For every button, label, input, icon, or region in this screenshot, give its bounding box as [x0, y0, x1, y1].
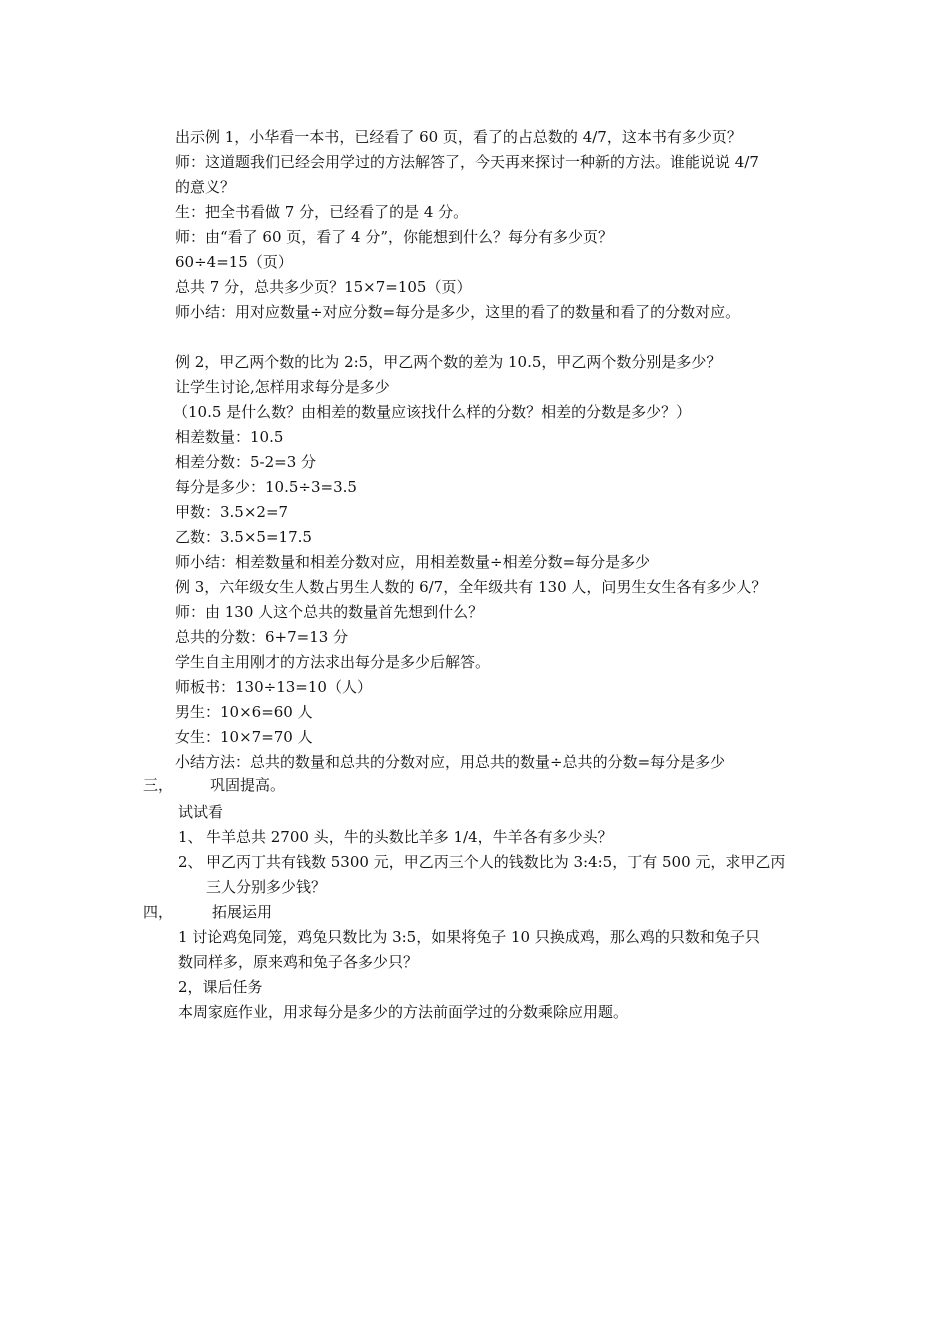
example1-teacher-question-cont: 的意义？ [175, 178, 236, 196]
example1-student-answer: 生：把全书看做 7 分，已经看了的是 4 分。 [175, 203, 469, 221]
exercise-1-number: 1、 [178, 828, 203, 846]
section4-title: 拓展运用 [212, 903, 273, 921]
example3-self-study: 学生自主用刚才的方法求出每分是多少后解答。 [175, 653, 491, 671]
example3-total-parts: 总共的分数：6+7=13 分 [175, 628, 349, 646]
exercise-2-text-cont: 三人分别多少钱？ [206, 878, 327, 896]
section4-item-2: 2，课后任务 [178, 978, 263, 996]
example3-method: 小结方法：总共的数量和总共的分数对应，用总共的数量÷总共的分数=每分是多少 [175, 753, 726, 771]
section4-number: 四， [143, 903, 174, 921]
example1-title: 出示例 1，小华看一本书，已经看了 60 页，看了的占总数的 4/7，这本书有多少页？ [175, 128, 742, 146]
section4-item-1: 1 讨论鸡兔同笼，鸡兔只数比为 3:5，如果将兔子 10 只换成鸡，那么鸡的只数和兔子只 [178, 928, 760, 946]
example1-calc-1: 60÷4=15（页） [175, 253, 293, 271]
example1-summary: 师小结：用对应数量÷对应分数=每分是多少，这里的看了的数量和看了的分数对应。 [175, 303, 741, 321]
example2-title: 例 2，甲乙两个数的比为 2:5，甲乙两个数的差为 10.5，甲乙两个数分别是多少？ [175, 353, 722, 371]
section4-item-1-cont: 数同样多，原来鸡和兔子各多少只？ [178, 953, 419, 971]
example2-diff-parts: 相差分数：5-2=3 分 [175, 453, 317, 471]
example2-diff-quantity: 相差数量：10.5 [175, 428, 284, 446]
example2-question: （10.5 是什么数？由相差的数量应该找什么样的分数？相差的分数是多少？） [173, 403, 692, 421]
example1-calc-2: 总共 7 分，总共多少页？15×7=105（页） [175, 278, 472, 296]
example1-teacher-question: 师：这道题我们已经会用学过的方法解答了，今天再来探讨一种新的方法。谁能说说 4/7 [175, 153, 759, 171]
exercise-1-text: 牛羊总共 2700 头，牛的头数比羊多 1/4，牛羊各有多少头？ [206, 828, 613, 846]
example2-per-part: 每分是多少：10.5÷3=3.5 [175, 478, 357, 496]
example3-boys: 男生：10×6=60 人 [175, 703, 313, 721]
example2-discuss: 让学生讨论,怎样用求每分是多少 [175, 378, 390, 396]
example1-teacher-question-2: 师：由“看了 60 页，看了 4 分”，你能想到什么？每分有多少页？ [175, 228, 614, 246]
section4-homework: 本周家庭作业，用求每分是多少的方法前面学过的分数乘除应用题。 [178, 1003, 629, 1021]
example2-summary: 师小结：相差数量和相差分数对应，用相差数量÷相差分数=每分是多少 [175, 553, 651, 571]
example3-teacher-question: 师：由 130 人这个总共的数量首先想到什么？ [175, 603, 484, 621]
exercise-2-number: 2、 [178, 853, 203, 871]
section3-title: 巩固提高。 [210, 776, 286, 794]
section3-try-label: 试试看 [178, 803, 224, 821]
section3-number: 三， [143, 776, 174, 794]
example3-title: 例 3，六年级女生人数占男生人数的 6/7，全年级共有 130 人，问男生女生各有多少人？ [175, 578, 767, 596]
example2-jia: 甲数：3.5×2=7 [175, 503, 289, 521]
example2-yi: 乙数：3.5×5=17.5 [175, 528, 312, 546]
example3-girls: 女生：10×7=70 人 [175, 728, 313, 746]
exercise-2-text: 甲乙丙丁共有钱数 5300 元，甲乙丙三个人的钱数比为 3:4:5，丁有 500 元，求甲乙丙 [206, 853, 786, 871]
example3-board: 师板书：130÷13=10（人） [175, 678, 372, 696]
